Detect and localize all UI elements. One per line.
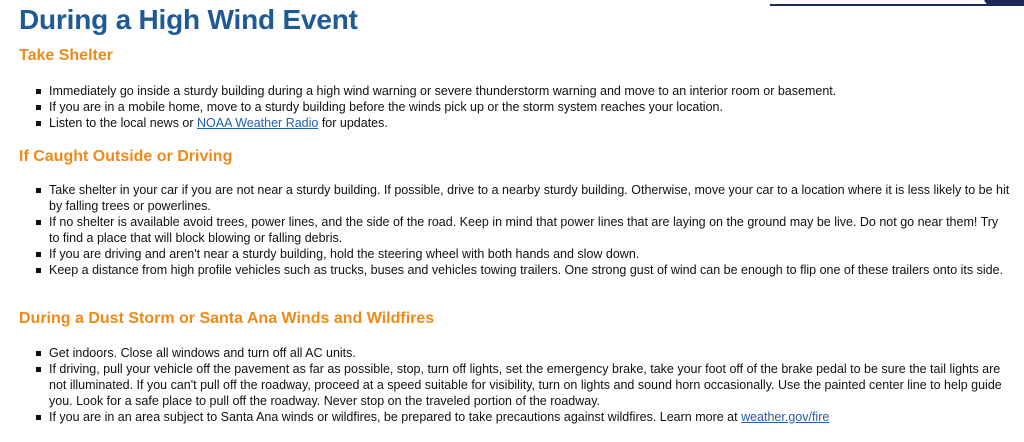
list-item: If you are driving and aren't near a sturdy building, hold the steering wheel with both hands and slow down. (0, 246, 1010, 262)
take-shelter-list (0, 83, 1010, 131)
dust-storm-list (0, 345, 1010, 425)
page-title: During a High Wind Event (19, 4, 358, 35)
section-heading-take-shelter: Take Shelter (19, 47, 113, 64)
list-item: Get indoors. Close all windows and turn off all AC units. (0, 345, 1010, 361)
list-item: Keep a distance from high profile vehicles such as trucks, buses and vehicles towing trailers. One strong gust of wind can be enough to flip one of these trailers onto its side. (0, 262, 1010, 278)
weather-gov-fire-link[interactable]: weather.gov/fire (741, 410, 830, 424)
list-item-text: for updates. (318, 116, 388, 130)
section-heading-caught-outside: If Caught Outside or Driving (19, 148, 233, 165)
list-item: If you are in a mobile home, move to a sturdy building before the winds pick up or the storm system reaches your location. (0, 99, 1010, 115)
caught-outside-list (0, 182, 1010, 278)
noaa-weather-radio-link[interactable]: NOAA Weather Radio (197, 116, 319, 130)
list-item-text: Listen to the local news or (49, 116, 197, 130)
list-item: If driving, pull your vehicle off the pavement as far as possible, stop, turn off lights, set the emergency brake, take your foot off of the brake pedal to be sure the tail lights are not illuminated. If you can't pull off the roadway, proceed at a speed suitable for visibility, turn on lights and sound horn occasionally. Use the painted center line to help guide you. Look for a safe place to pull off the roadway. Never stop on the traveled portion of the roadway. (0, 361, 1010, 409)
list-item: Take shelter in your car if you are not near a sturdy building. If possible, drive to a nearby sturdy building. Otherwise, move your car to a location where it is less likely to be hit by falling trees or powerlines. (0, 182, 1010, 214)
list-item (0, 115, 1010, 131)
section-heading-dust-storm: During a Dust Storm or Santa Ana Winds and Wildfires (19, 310, 435, 327)
site-header-bar-cap (984, 0, 1024, 6)
site-header-bar (770, 0, 1024, 6)
list-item (0, 409, 1010, 425)
list-item: Immediately go inside a sturdy building during a high wind warning or severe thunderstorm warning and move to an interior room or basement. (0, 83, 1010, 99)
list-item: If no shelter is available avoid trees, power lines, and the side of the road. Keep in mind that power lines that are laying on the ground may be live. Do not go near them! Try to find a place that will block blowing or falling debris. (0, 214, 1010, 246)
list-item-text: If you are in an area subject to Santa Ana winds or wildfires, be prepared to take precautions against wildfires. Learn more at (49, 410, 742, 424)
